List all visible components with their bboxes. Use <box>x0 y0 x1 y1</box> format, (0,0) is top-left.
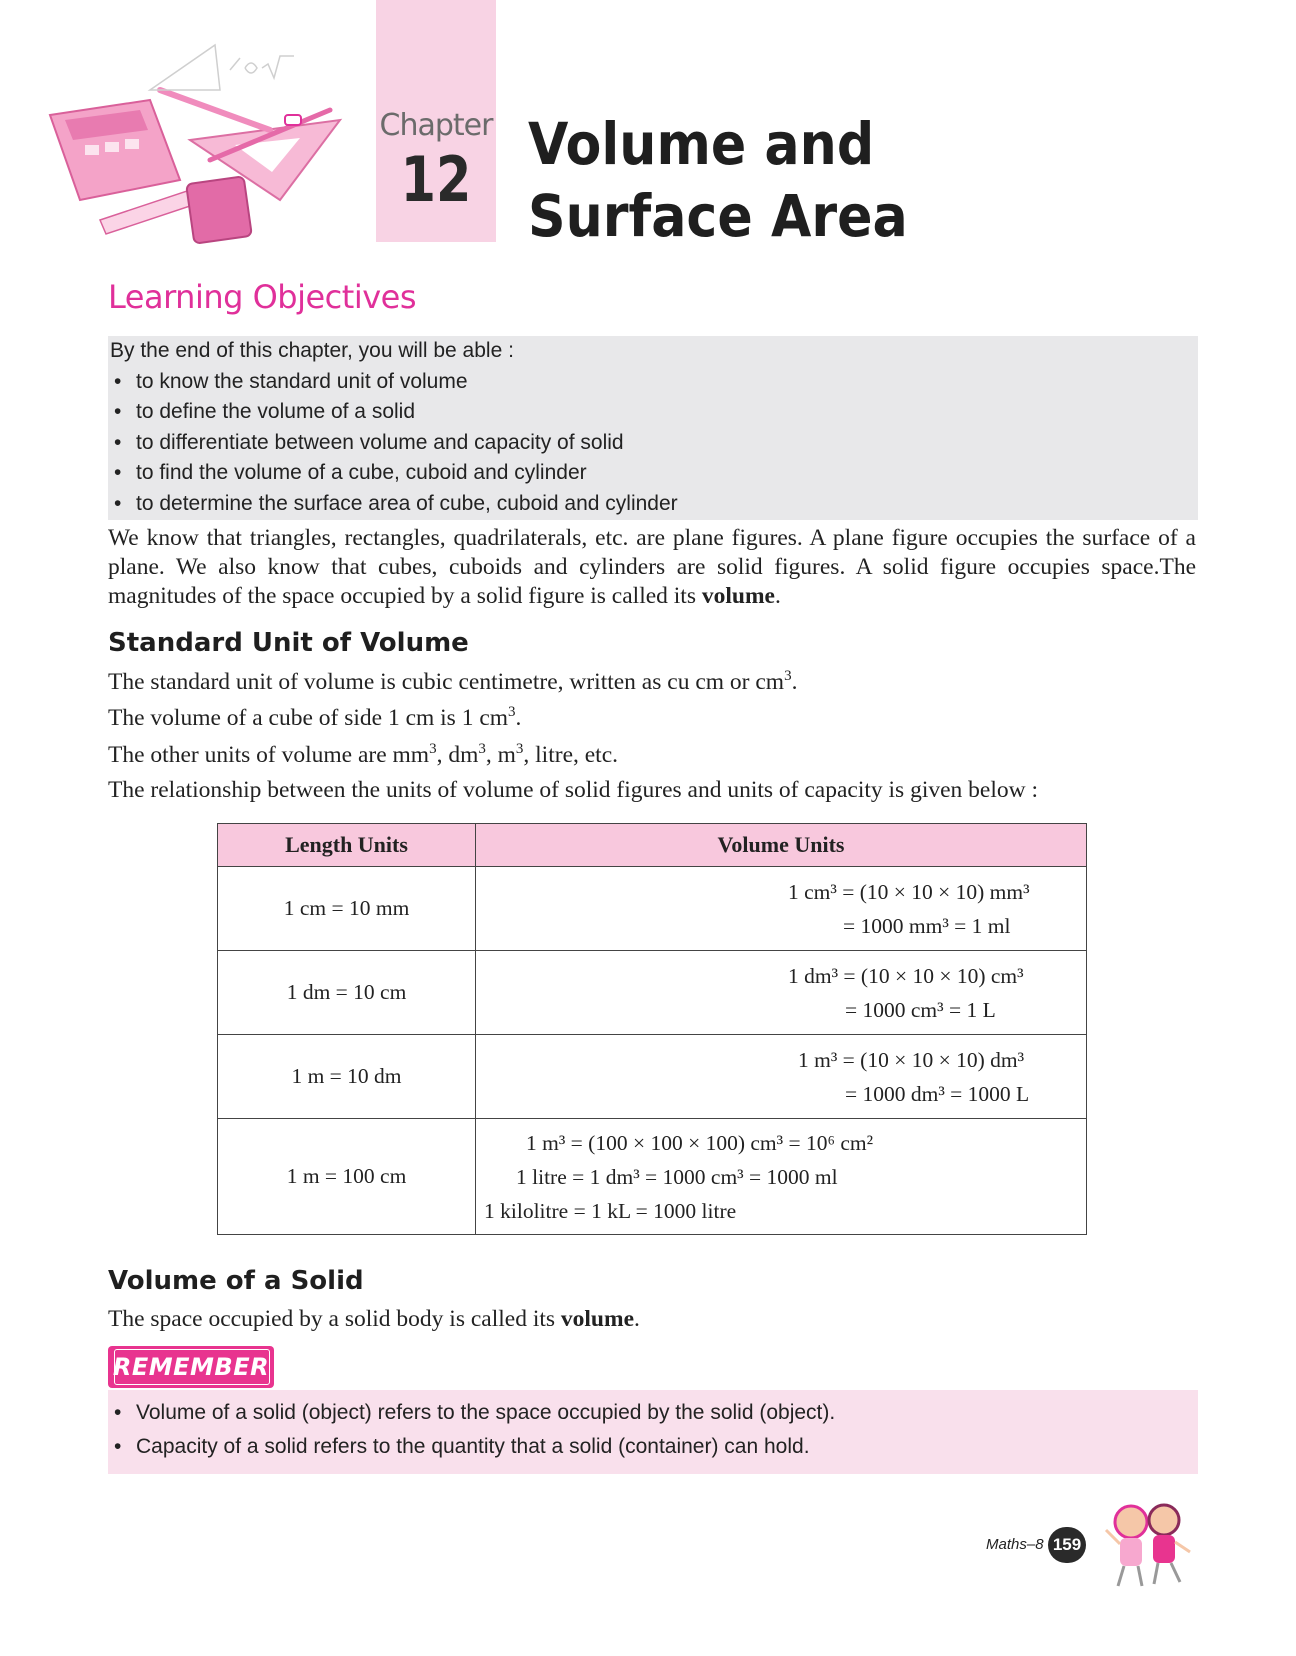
calculator-icon <box>50 100 180 200</box>
standard-unit-line-4: The relationship between the units of volume of solid figures and units of capacity is given below : <box>108 777 1038 803</box>
volume-of-solid-heading: Volume of a Solid <box>108 1266 364 1296</box>
page-number: 159 <box>1048 1527 1086 1563</box>
table-row <box>218 1035 1087 1119</box>
remember-list <box>108 1390 1198 1464</box>
standard-unit-line-1: The standard unit of volume is cubic centimetre, written as cu cm or $cm^3$. <box>108 668 798 695</box>
volume-of-solid-text: The space occupied by a solid body is called its volume. <box>108 1306 640 1332</box>
table-header-length: Length Units <box>218 824 476 867</box>
chapter-title: Volume and Surface Area <box>528 110 908 250</box>
bullet-icon: • <box>114 491 122 515</box>
units-table <box>217 823 1087 1235</box>
book-label: Maths–8 <box>986 1536 1044 1553</box>
stationery-illustration <box>40 30 370 250</box>
volume-cell: 1 dm³ = (10 × 10 × 10) cm³ = 1000 cm³ = 1 L <box>476 951 1087 1035</box>
bullet-icon: • <box>114 1435 122 1458</box>
standard-unit-line-3: The other units of volume are $mm^3$, $dm^3$, $m^3$, litre, etc. <box>108 741 619 768</box>
table-header-row <box>218 824 1087 867</box>
standard-unit-line-2: The volume of a cube of side 1 cm is 1 $cm^3$. <box>108 704 522 731</box>
table-row <box>218 951 1087 1035</box>
list-item: • Capacity of a solid refers to the quantity that a solid (container) can hold. <box>108 1430 1198 1464</box>
table-row <box>218 1119 1087 1235</box>
length-cell: 1 m = 100 cm <box>218 1119 476 1235</box>
list-item: • Volume of a solid (object) refers to the space occupied by the solid (object). <box>108 1396 1198 1430</box>
bullet-icon: • <box>114 400 122 424</box>
list-item: • to know the standard unit of volume <box>108 367 1198 398</box>
table-row <box>218 867 1087 951</box>
volume-cell: 1 m³ = (10 × 10 × 10) dm³ = 1000 dm³ = 1000 L <box>476 1035 1087 1119</box>
list-item: • to differentiate between volume and capacity of solid <box>108 428 1198 459</box>
chapter-label <box>376 0 496 242</box>
intro-paragraph: We know that triangles, rectangles, quadrilaterals, etc. are plane figures. A plane figure occupies the surface of a plane. We also know that cubes, cuboids and cylinders are solid figures. A solid figure occupies space.The magnitudes of the space occupied by a solid figure is called its volume. <box>108 525 1196 609</box>
list-item: • to find the volume of a cube, cuboid and cylinder <box>108 458 1198 489</box>
table-header-volume: Volume Units <box>476 824 1087 867</box>
chapter-number: 12 <box>400 143 472 216</box>
bullet-icon: • <box>114 461 122 485</box>
bullet-icon: • <box>114 430 122 454</box>
objectives-intro: By the end of this chapter, you will be able : <box>110 339 514 362</box>
learning-objectives-box <box>108 336 1198 520</box>
standard-unit-heading: Standard Unit of Volume <box>108 628 469 658</box>
chapter-word: Chapter <box>379 108 493 143</box>
bullet-icon: • <box>114 1401 122 1424</box>
volume-cell: 1 cm³ = (10 × 10 × 10) mm³ = 1000 mm³ = 1 ml <box>476 867 1087 951</box>
remember-tag: REMEMBER <box>108 1346 274 1388</box>
objectives-list <box>108 367 1198 520</box>
learning-objectives-heading: Learning Objectives <box>108 278 416 316</box>
kids-mascot-icon <box>1096 1500 1196 1592</box>
bullet-icon: • <box>114 369 122 393</box>
list-item: • to define the volume of a solid <box>108 397 1198 428</box>
remember-box <box>108 1390 1198 1474</box>
list-item: • to determine the surface area of cube, cuboid and cylinder <box>108 489 1198 520</box>
volume-cell: 1 m³ = (100 × 100 × 100) cm³ = 10⁶ cm² 1 litre = 1 dm³ = 1000 cm³ = 1000 ml 1 kilolitre = 1 kL = 1000 litre <box>476 1119 1087 1235</box>
length-cell: 1 dm = 10 cm <box>218 951 476 1035</box>
math-doodle-icon <box>150 45 294 90</box>
phone-icon <box>186 176 252 243</box>
clip-icon <box>285 115 301 125</box>
length-cell: 1 m = 10 dm <box>218 1035 476 1119</box>
length-cell: 1 cm = 10 mm <box>218 867 476 951</box>
